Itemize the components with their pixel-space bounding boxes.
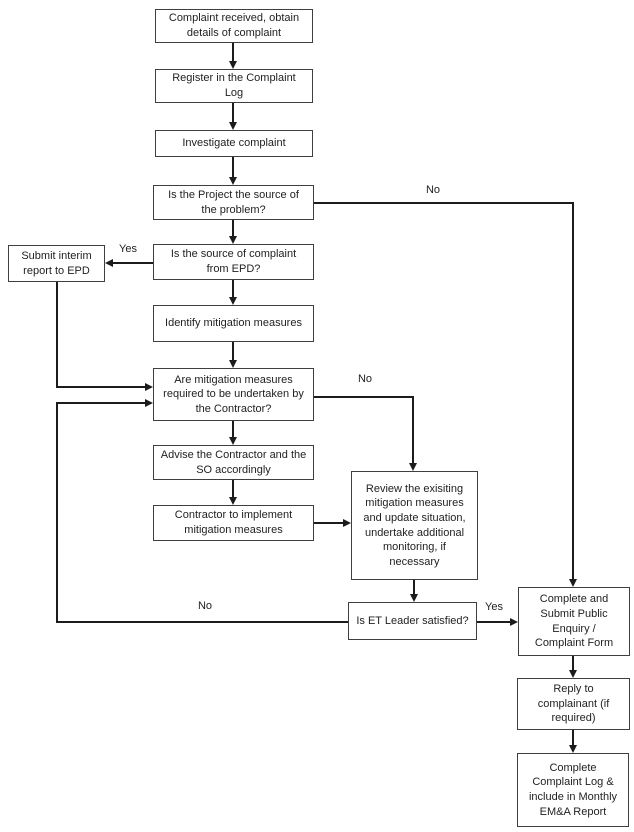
connector-et-no-bottom bbox=[57, 621, 348, 623]
arrowhead-investigate-to-project-source bbox=[229, 177, 237, 185]
edge-label-et-no: No bbox=[190, 600, 220, 613]
connector-measures-required-to-advise bbox=[232, 421, 234, 437]
node-advise-contractor-so: Advise the Contractor and the SO accordingly bbox=[153, 445, 314, 480]
connector-project-source-to-source-epd bbox=[232, 220, 234, 236]
arrowhead-et-yes-to-complete-form bbox=[510, 618, 518, 626]
edge-label-measures-no: No bbox=[350, 373, 380, 386]
arrowhead-identify-to-measures-required bbox=[229, 360, 237, 368]
node-reply-to-complainant: Reply to complainant (if required) bbox=[517, 678, 630, 730]
connector-et-yes bbox=[477, 621, 510, 623]
arrowhead-source-epd-yes-to-interim bbox=[105, 259, 113, 267]
arrowhead-interim-to-measures-required bbox=[145, 383, 153, 391]
node-is-source-epd: Is the source of complaint from EPD? bbox=[153, 244, 314, 280]
connector-investigate-to-project-source bbox=[232, 157, 234, 177]
node-complete-complaint-log: Complete Complaint Log & include in Monthly EM&A Report bbox=[517, 753, 629, 827]
arrowhead-source-epd-to-identify bbox=[229, 297, 237, 305]
arrowhead-register-to-investigate bbox=[229, 122, 237, 130]
connector-project-source-no-vertical bbox=[572, 202, 574, 579]
arrowhead-project-source-to-source-epd bbox=[229, 236, 237, 244]
connector-implement-to-review bbox=[314, 522, 343, 524]
connector-measures-no-vertical bbox=[412, 396, 414, 463]
arrowhead-review-to-et bbox=[410, 594, 418, 602]
node-identify-mitigation-measures: Identify mitigation measures bbox=[153, 305, 314, 342]
node-are-measures-required: Are mitigation measures required to be undertaken by the Contractor? bbox=[153, 368, 314, 421]
edge-label-project-source-no: No bbox=[418, 184, 448, 197]
connector-interim-to-measures-required bbox=[56, 386, 145, 388]
connector-source-epd-to-identify bbox=[232, 280, 234, 297]
node-is-et-leader-satisfied: Is ET Leader satisfied? bbox=[348, 602, 477, 640]
connector-et-no-vertical bbox=[56, 402, 58, 623]
node-submit-interim-report: Submit interim report to EPD bbox=[8, 245, 105, 282]
connector-received-to-register bbox=[232, 43, 234, 61]
node-investigate-complaint: Investigate complaint bbox=[155, 130, 313, 157]
arrowhead-project-source-no-to-complete-form bbox=[569, 579, 577, 587]
edge-label-source-epd-yes: Yes bbox=[112, 243, 144, 256]
arrowhead-et-no-to-measures-required bbox=[145, 399, 153, 407]
arrowhead-reply-to-complete-log bbox=[569, 745, 577, 753]
arrowhead-measures-required-to-advise bbox=[229, 437, 237, 445]
connector-review-to-et bbox=[413, 580, 415, 594]
node-complete-submit-enquiry-form: Complete and Submit Public Enquiry / Complaint Form bbox=[518, 587, 630, 656]
connector-project-source-no-horizontal bbox=[314, 202, 574, 204]
connector-reply-to-complete-log bbox=[572, 730, 574, 745]
node-contractor-implement-measures: Contractor to implement mitigation measures bbox=[153, 505, 314, 541]
arrowhead-measures-no-to-review bbox=[409, 463, 417, 471]
node-register-complaint-log: Register in the Complaint Log bbox=[155, 69, 313, 103]
connector-measures-no-horizontal bbox=[314, 396, 414, 398]
arrowhead-received-to-register bbox=[229, 61, 237, 69]
connector-register-to-investigate bbox=[232, 103, 234, 122]
connector-source-epd-yes bbox=[113, 262, 153, 264]
edge-label-et-yes: Yes bbox=[478, 601, 510, 614]
connector-complete-form-to-reply bbox=[572, 656, 574, 670]
connector-et-no-to-measures-required bbox=[56, 402, 145, 404]
connector-interim-down bbox=[56, 282, 58, 388]
arrowhead-advise-to-implement bbox=[229, 497, 237, 505]
arrowhead-complete-form-to-reply bbox=[569, 670, 577, 678]
connector-identify-to-measures-required bbox=[232, 342, 234, 360]
node-is-project-source: Is the Project the source of the problem? bbox=[153, 185, 314, 220]
connector-advise-to-implement bbox=[232, 480, 234, 497]
node-review-existing-measures: Review the exisiting mitigation measures and update situation, undertake additional monitoring, if necessary bbox=[351, 471, 478, 580]
arrowhead-implement-to-review bbox=[343, 519, 351, 527]
node-complaint-received: Complaint received, obtain details of complaint bbox=[155, 9, 313, 43]
